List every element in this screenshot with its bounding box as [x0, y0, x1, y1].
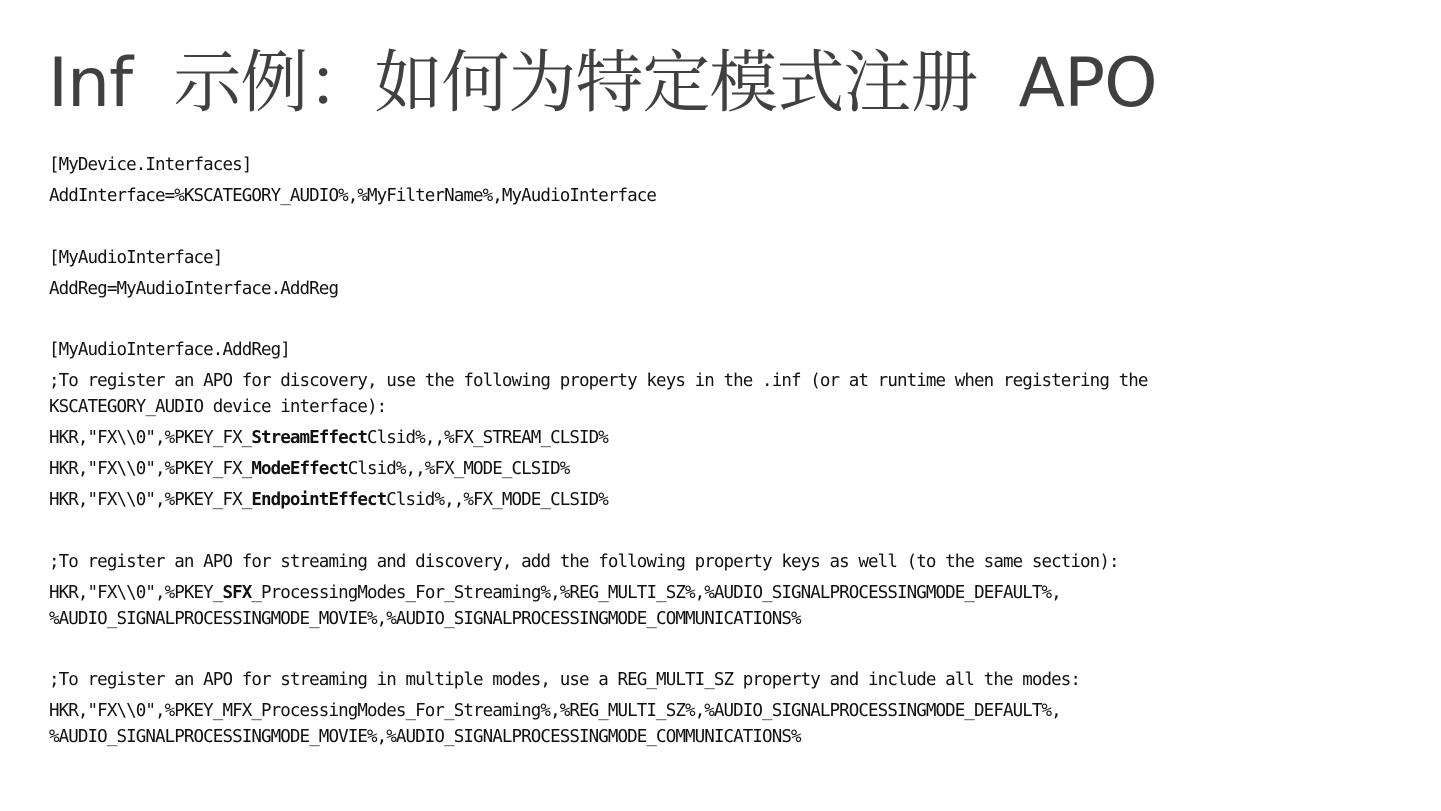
code-line-mfx-modes-cont: %AUDIO_SIGNALPROCESSINGMODE_MOVIE%,%AUDIO_SIGNALPROCESSINGMODE_COMMUNICATIONS% — [49, 727, 801, 748]
code-line-section-audio-interface: [MyAudioInterface] — [49, 247, 223, 268]
blank-line — [49, 306, 1419, 332]
code-line-add-reg: AddReg=MyAudioInterface.AddReg — [49, 278, 339, 299]
blank-line — [49, 214, 1419, 240]
blank-line — [49, 636, 1419, 662]
code-prefix: HKR,"FX\\0",%PKEY_FX_ — [49, 489, 252, 510]
code-keyword-bold: EndpointEffect — [251, 489, 387, 510]
code-prefix: HKR,"FX\\0",%PKEY_FX_ — [49, 428, 252, 449]
code-suffix: _ProcessingModes_For_Streaming%,%REG_MULTI_SZ%,%AUDIO_SIGNALPROCESSINGMODE_DEFAULT%, — [251, 582, 1061, 603]
code-prefix: HKR,"FX\\0",%PKEY_FX_ — [49, 459, 252, 480]
code-prefix: HKR,"FX\\0",%PKEY_ — [49, 582, 223, 603]
slide-title: Inf 示例：如何为特定模式注册 APO — [48, 44, 1157, 123]
code-line-section-device-interfaces: [MyDevice.Interfaces] — [49, 155, 252, 175]
code-keyword-bold: ModeEffect — [251, 459, 348, 480]
code-keyword-bold: SFX — [222, 582, 252, 603]
code-keyword-bold: StreamEffect — [251, 428, 367, 449]
code-line-add-interface: AddInterface=%KSCATEGORY_AUDIO%,%MyFilterName%,MyAudioInterface — [49, 185, 657, 206]
comment-discovery-line-1: ;To register an APO for discovery, use the following property keys in the .inf (or at runtime when registering the — [49, 371, 1148, 392]
code-line-sfx-modes — [49, 580, 1419, 606]
code-line-mode-effect — [49, 456, 1419, 482]
code-line-sfx-modes-cont: %AUDIO_SIGNALPROCESSINGMODE_MOVIE%,%AUDIO_SIGNALPROCESSINGMODE_COMMUNICATIONS% — [49, 608, 801, 629]
code-line-mfx-modes: HKR,"FX\\0",%PKEY_MFX_ProcessingModes_For_Streaming%,%REG_MULTI_SZ%,%AUDIO_SIGNALPROCESSINGMODE_DEFAULT%, — [49, 701, 1061, 722]
comment-streaming-discovery: ;To register an APO for streaming and discovery, add the following property keys as well (to the same section): — [49, 551, 1119, 572]
code-suffix: Clsid%,,%FX_STREAM_CLSID% — [367, 428, 608, 449]
blank-line — [49, 518, 1419, 544]
code-line-section-add-reg: [MyAudioInterface.AddReg] — [49, 340, 290, 361]
code-line-endpoint-effect — [49, 487, 1419, 513]
comment-multiple-modes: ;To register an APO for streaming in multiple modes, use a REG_MULTI_SZ property and include all the modes: — [49, 670, 1081, 691]
code-suffix: Clsid%,,%FX_MODE_CLSID% — [347, 459, 570, 480]
comment-discovery-line-2: KSCATEGORY_AUDIO device interface): — [49, 397, 387, 418]
code-suffix: Clsid%,,%FX_MODE_CLSID% — [386, 489, 608, 510]
code-line-stream-effect — [49, 425, 1419, 451]
inf-code-block — [49, 152, 1419, 750]
